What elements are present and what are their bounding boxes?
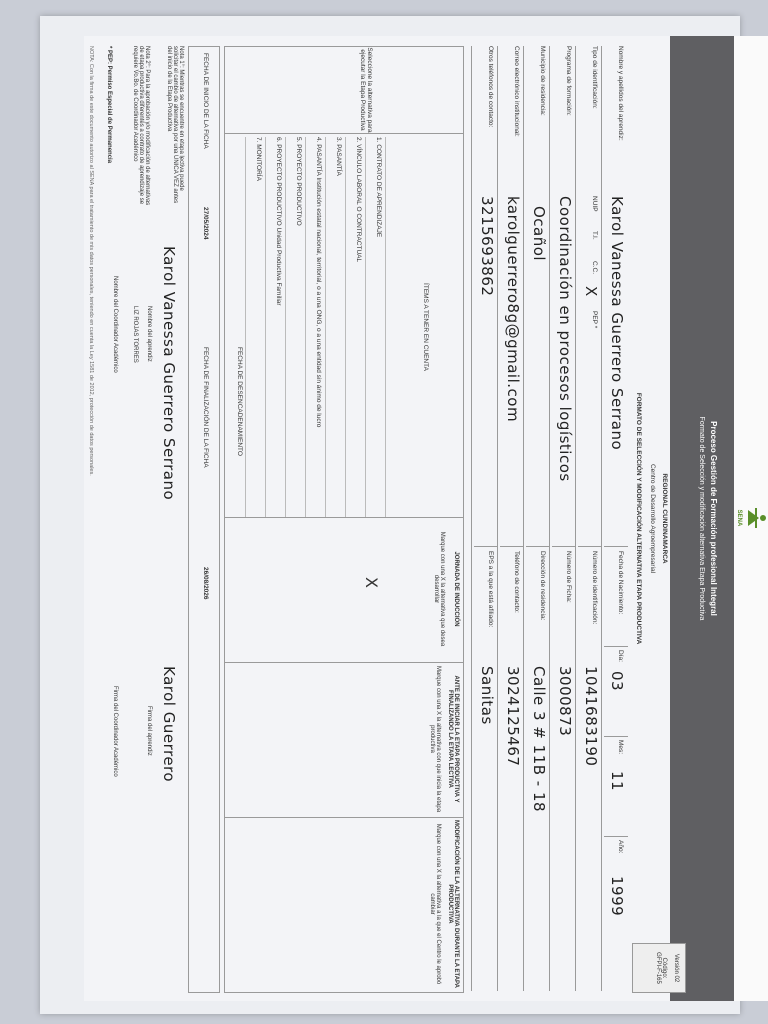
logo-name: SENA bbox=[736, 509, 742, 527]
note-2: Nota 2°: Para la aprobación y/o modificación de alternativas de etapa productiva diferentes a contrato de aprendizaje se requiere Vo.Bo. de Coordinador Académico bbox=[132, 46, 150, 206]
birth-day-label: Día: bbox=[617, 650, 624, 662]
id-mark: X bbox=[582, 286, 600, 297]
birth-month: 11 bbox=[608, 771, 626, 792]
pep-note: * PEP: Permiso Especial de Permanencia bbox=[106, 46, 112, 164]
program-value: Coordinación en procesos logísticos bbox=[556, 196, 574, 482]
col2-title: ANTE DE INICIAR LA ETAPA PRODUCTIVA Y FINALIZANDO LA ETAPA LECTIVA bbox=[447, 675, 459, 803]
birth-label: Fecha de Nacimiento: bbox=[617, 551, 624, 615]
paper-sheet bbox=[40, 16, 740, 1014]
alt-item-6: 6. PROYECTO PRODUCTIVO Unidad Productiva Familiar bbox=[265, 137, 285, 517]
note-1: Nota 1°: Mientras se encuentre en etapa lectiva puede solicitar el cambio de alternativa por una ÚNICA VEZ antes del inicio de la Etapa Productiva bbox=[166, 46, 184, 204]
code-value: GFPI-F-165 bbox=[655, 952, 661, 984]
program-label: Programa de formación: bbox=[565, 46, 572, 116]
id-type-label: Tipo de identificación: bbox=[591, 46, 598, 109]
birth-year: 1999 bbox=[608, 876, 626, 917]
apprentice-signature-handwritten: Karol Guerrero bbox=[160, 666, 178, 783]
birth-day: 03 bbox=[608, 671, 626, 692]
id-opt-cc: C.C. bbox=[591, 261, 598, 274]
rotated-form bbox=[84, 36, 768, 1001]
col3-desc: Marque con una X la alternativa a la que el Centro le aprobó cambiar bbox=[429, 823, 441, 985]
id-number-label: Número de identificación: bbox=[591, 551, 598, 625]
id-number: 1041683190 bbox=[582, 666, 600, 767]
end-date-label: FECHA DE FINALIZACIÓN DE LA FICHA bbox=[202, 347, 209, 468]
apprentice-signature-label: Firma del aprendiz bbox=[146, 706, 152, 756]
alt-item-3: 3. PASANTÍA bbox=[325, 137, 345, 517]
process-title: Proceso Gestión de Formación profesional Integral bbox=[709, 421, 718, 616]
regional-label: REGIONAL CUNDINAMARCA bbox=[661, 473, 668, 564]
alternatives-side-label: Seleccione la alternativa para ejecutar la Etapa Productiva bbox=[359, 47, 373, 133]
name-label: Nombre y apellidos del aprendiz: bbox=[617, 46, 624, 141]
signatures-area bbox=[104, 46, 184, 991]
alt-item-7: 7. MONITORÍA bbox=[245, 137, 265, 517]
row-id bbox=[575, 46, 602, 991]
row-name bbox=[601, 46, 628, 991]
sena-logo-icon bbox=[744, 506, 768, 530]
col1-title: JORNADA DE INDUCCIÓN bbox=[453, 551, 459, 627]
alt-item-5: 5. PROYECTO PRODUCTIVO bbox=[285, 137, 305, 517]
items-title: ÍTEMS A TENER EN CUENTA bbox=[385, 137, 463, 517]
induction-mark: X bbox=[362, 577, 381, 588]
municipio-value: Ocañol bbox=[530, 206, 548, 262]
fecha-desencadenamiento: FECHA DE DESENCADENAMIENTO bbox=[236, 347, 243, 456]
apprentice-name-label: Nombre del aprendiz bbox=[146, 306, 152, 362]
format-title: FORMATO DE SELECCIÓN Y MODIFICACIÓN ALTERNATIVA ETAPA PRODUCTIVA bbox=[635, 392, 642, 645]
col3-header bbox=[429, 819, 459, 989]
ficha-label: Número de Ficha: bbox=[565, 551, 572, 603]
legal-note: NOTA: Con la firma de este documento autorizo al SENA para el tratamiento de mis datos personales, teniendo en cuenta la Ley 1581 de 2012, protección de datos personales. bbox=[88, 46, 94, 476]
id-opt-ti: T.I. bbox=[591, 231, 598, 240]
ficha-value: 3000873 bbox=[556, 666, 574, 737]
col2-desc: Marque con una X la alternativa con que inicia la etapa productiva bbox=[429, 665, 441, 813]
municipio-label: Municipio de residencia: bbox=[539, 46, 546, 116]
id-opt-nuip: NUIP bbox=[591, 196, 598, 212]
apprentice-name-handwritten: Karol Vanessa Guerrero Serrano bbox=[160, 246, 178, 501]
alt-item-4: 4. PASANTÍA Institución estatal nacional, territorial, o a una ONG, o a una entidad sin ánimo de lucro bbox=[305, 137, 325, 517]
other-phone-label: Otros teléfonos de contacto: bbox=[487, 46, 494, 128]
coordinator-printed-name: LIZ ROJAS TORRES bbox=[132, 306, 138, 363]
version-label: Versión 02 bbox=[673, 953, 679, 983]
alternatives-list bbox=[245, 137, 463, 517]
alt-item-1: 1. CONTRATO DE APRENDIZAJE bbox=[365, 137, 385, 517]
name-value: Karol Vanessa Guerrero Serrano bbox=[608, 196, 626, 451]
eps-label: EPS a la que está afiliado: bbox=[487, 551, 494, 628]
end-date-value: 26/08/2026 bbox=[202, 567, 209, 600]
col3-title: MODIFICACIÓN DE LA ALTERNATIVA DURANTE LA ETAPA PRODUCTIVA bbox=[447, 820, 459, 988]
start-date-label: FECHA DE INICIO DE LA FICHA bbox=[202, 53, 209, 149]
format-subtitle: Formato de Selección y modificación alternativa Etapa Productiva bbox=[698, 416, 705, 621]
phone-value: 3024125467 bbox=[504, 666, 522, 767]
coordinator-signature-label: Firma del Coordinador Académico bbox=[112, 686, 118, 777]
alt-item-2: 2. VÍNCULO LABORAL O CONTRACTUAL bbox=[345, 137, 365, 517]
coordinator-name-label: Nombre del Coordinador Académico bbox=[112, 276, 118, 373]
email-label: Correo electrónico institucional: bbox=[513, 46, 520, 137]
id-opt-pep: PEP * bbox=[591, 311, 598, 329]
code-label: Código: bbox=[661, 957, 667, 979]
email-value: karolguerrero8g@gmail.com bbox=[504, 196, 522, 423]
other-phone-value: 3215693862 bbox=[478, 196, 496, 297]
col1-desc: Marque con una X la alternativa que desea desarrollar bbox=[433, 531, 445, 647]
centro-label: Centro de Desarrollo Agroempresarial bbox=[649, 463, 656, 574]
dates-row bbox=[188, 46, 220, 993]
row-program bbox=[549, 46, 576, 991]
phone-label: Teléfono de contacto: bbox=[513, 551, 520, 613]
address-label: Dirección de residencia: bbox=[539, 551, 546, 621]
birth-month-label: Mes: bbox=[617, 740, 624, 755]
row-municipio bbox=[523, 46, 550, 991]
alternatives-table bbox=[224, 46, 464, 993]
start-date-value: 27/05/2024 bbox=[202, 207, 209, 240]
col2-header bbox=[429, 664, 459, 814]
birth-year-label: Año: bbox=[617, 840, 624, 854]
address-value: Calle 3 # 11B - 18 bbox=[530, 666, 548, 813]
col1-header bbox=[433, 519, 459, 659]
eps-value: Sanitas bbox=[478, 666, 496, 725]
row-email bbox=[497, 46, 524, 991]
row-other-phone bbox=[471, 46, 498, 991]
